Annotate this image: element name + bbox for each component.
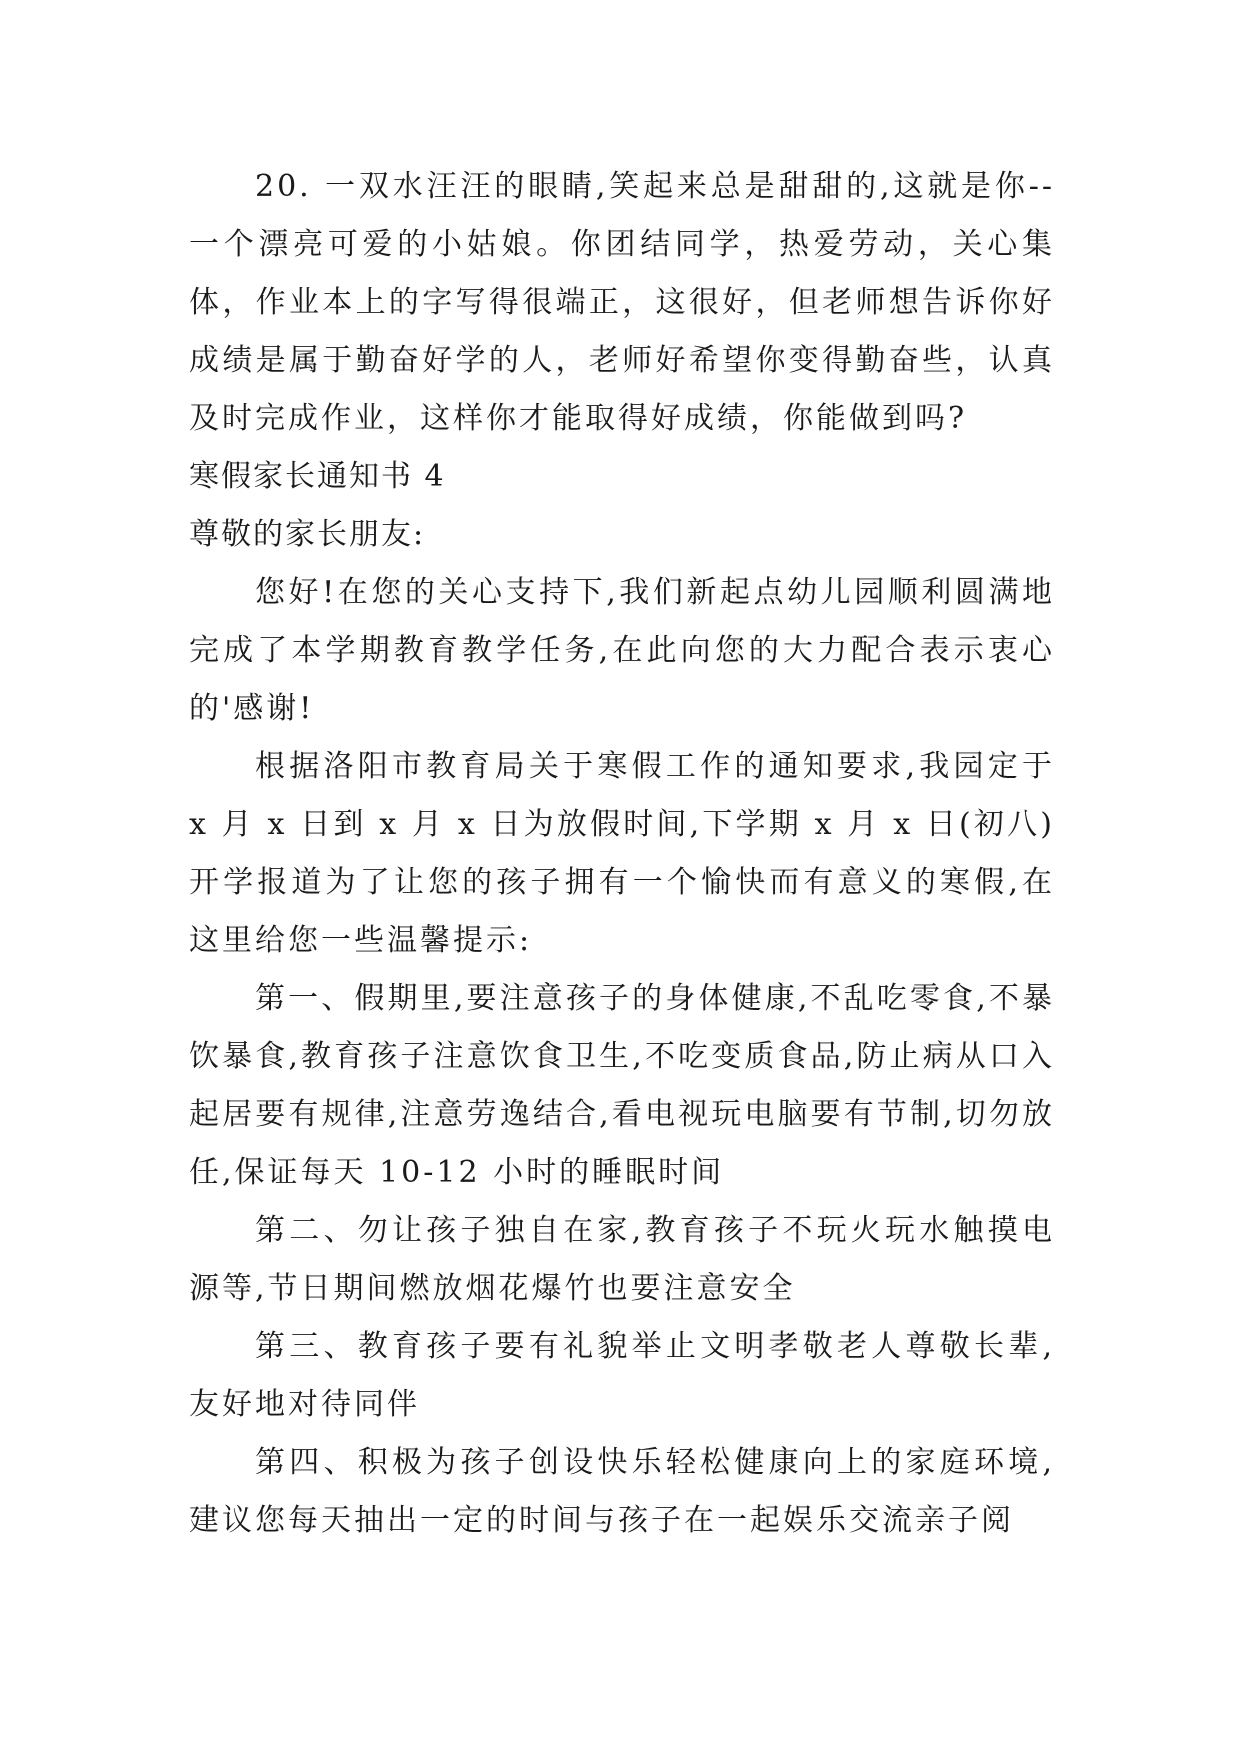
greeting: 尊敬的家长朋友: bbox=[189, 517, 426, 552]
tip-paragraph-3: 第三、教育孩子要有礼貌举止文明孝敬老人尊敬长辈,友好地对待同伴 bbox=[189, 1329, 1055, 1422]
schedule-paragraph: 根据洛阳市教育局关于寒假工作的通知要求,我园定于 x 月 x 日到 x 月 x 日为放假时间,下学期 x 月 x 日(初八)开学报道为了让您的孩子拥有一个愉快而有意义的寒假,在这里给您一些温馨提示: bbox=[189, 749, 1055, 958]
tip-paragraph-2: 第二、勿让孩子独自在家,教育孩子不玩火玩水触摸电源等,节日期间燃放烟花爆竹也要注意安全 bbox=[189, 1213, 1055, 1306]
tip-paragraph-4: 第四、积极为孩子创设快乐轻松健康向上的家庭环境,建议您每天抽出一定的时间与孩子在一起娱乐交流亲子阅 bbox=[189, 1445, 1055, 1538]
tip-paragraph-1: 第一、假期里,要注意孩子的身体健康,不乱吃零食,不暴饮暴食,教育孩子注意饮食卫生,不吃变质食品,防止病从口入起居要有规律,注意劳逸结合,看电视玩电脑要有节制,切勿放任,保证每天 10-12 小时的睡眠时间 bbox=[189, 981, 1055, 1190]
document-body bbox=[189, 158, 1055, 1550]
intro-paragraph: 您好!在您的关心支持下,我们新起点幼儿园顺利圆满地完成了本学期教育教学任务,在此向您的大力配合表示衷心的'感谢! bbox=[189, 575, 1055, 726]
teacher-comment-20: 20. 一双水汪汪的眼睛,笑起来总是甜甜的,这就是你--一个漂亮可爱的小姑娘。你团结同学，热爱劳动，关心集体，作业本上的字写得很端正，这很好，但老师想告诉你好成绩是属于勤奋好学的人，老师好希望你变得勤奋些，认真及时完成作业，这样你才能取得好成绩，你能做到吗? bbox=[189, 169, 1055, 436]
section-title: 寒假家长通知书 4 bbox=[189, 459, 446, 494]
